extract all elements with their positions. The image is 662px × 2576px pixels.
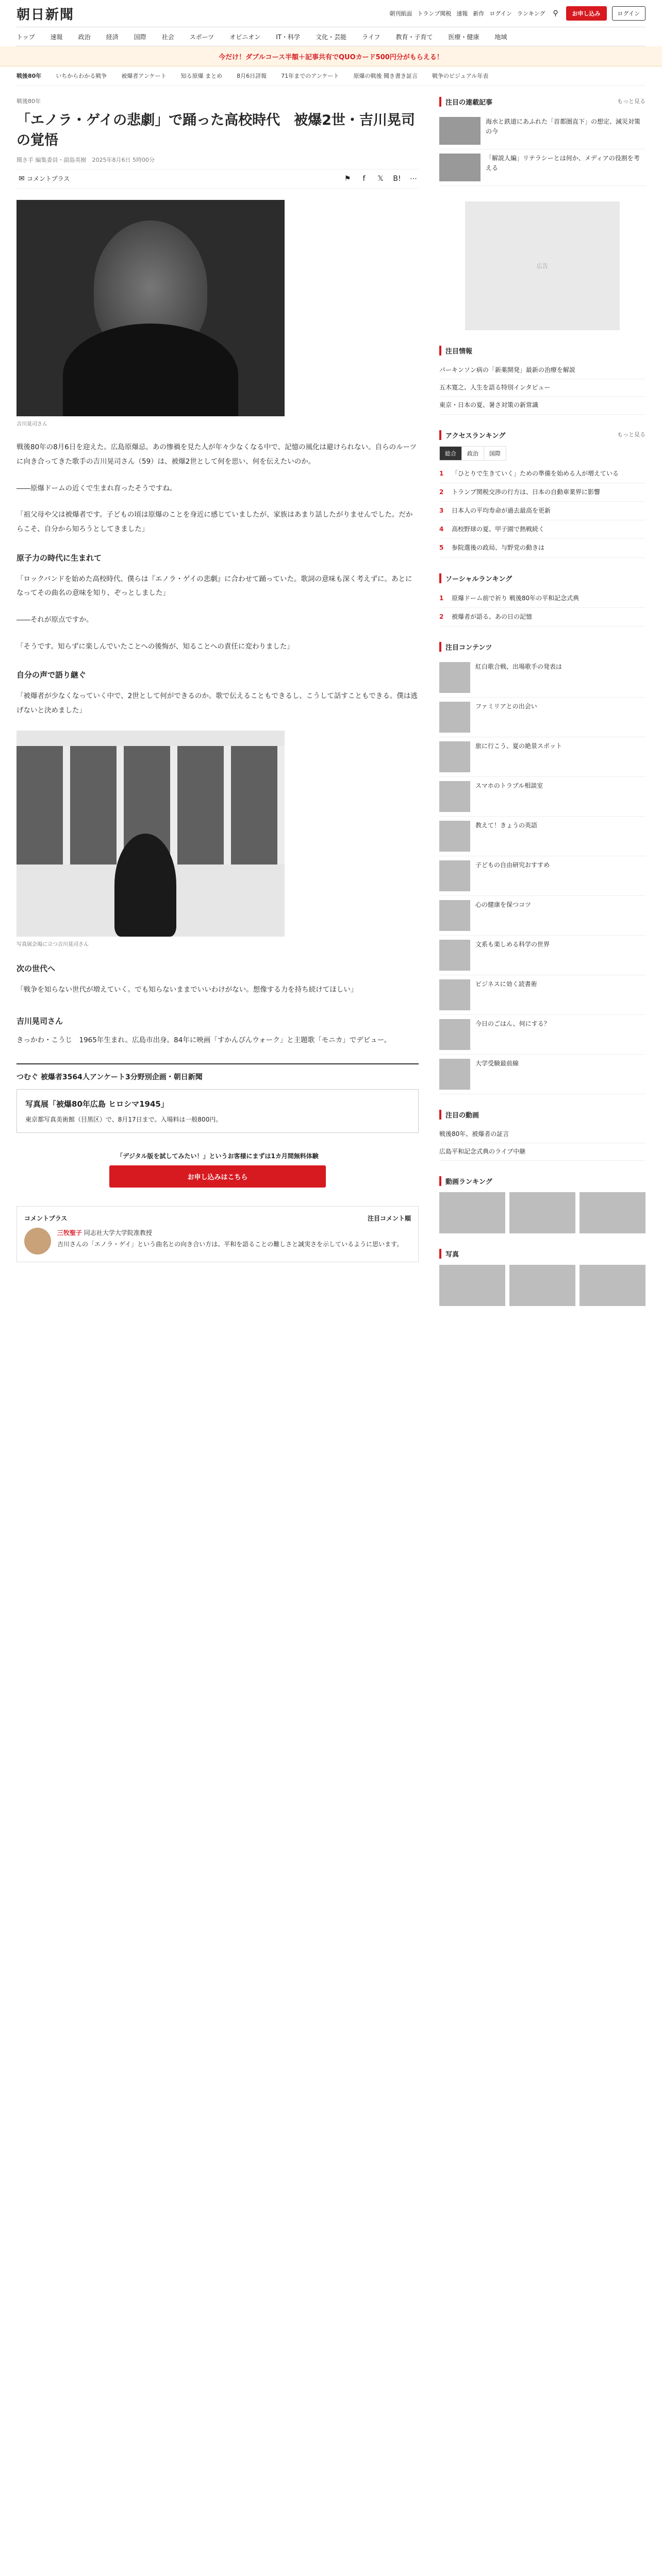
comment-icon: ✉ bbox=[19, 175, 25, 183]
login-button[interactable]: ログイン bbox=[612, 6, 646, 21]
section-heading: 自分の声で語り継ぐ bbox=[16, 670, 87, 680]
comment-plus-link[interactable] bbox=[16, 174, 70, 184]
featured-text: 海水と鉄道にあふれた「首都圏直下」の想定、減災対策の今 bbox=[486, 118, 641, 135]
photo-thumb[interactable] bbox=[509, 1265, 575, 1306]
comment-plus-label: コメントプラス bbox=[27, 175, 70, 183]
content-item[interactable]: 文系も楽しめる科学の世界 bbox=[439, 936, 646, 975]
comment-plus-box bbox=[16, 1206, 419, 1262]
nav-item[interactable]: オピニオン bbox=[229, 33, 261, 41]
event-text: 東京都写真美術館（目黒区）で、8月17日まで。入場料は一般800円。 bbox=[25, 1115, 222, 1123]
event-box[interactable] bbox=[16, 1089, 419, 1133]
contents-title: 注目コンテンツ bbox=[445, 643, 492, 652]
feature-subnav bbox=[16, 66, 646, 86]
article-paragraph: ――原爆ドームの近くで生まれ育ったそうですね。 bbox=[16, 484, 177, 493]
attention-item[interactable]: パーキンソン病の「新薬開発」最新の治療を解説 bbox=[439, 362, 646, 379]
ranking-tabs bbox=[439, 446, 646, 461]
video-thumb[interactable] bbox=[580, 1192, 646, 1233]
subnav-item[interactable]: 原爆の戦後 聞き書き証言 bbox=[353, 73, 418, 79]
ranking-item[interactable]: 5 参院選後の政局、与野党の動きは bbox=[439, 539, 646, 557]
byline: 聞き手 編集委員・副島英樹 2025年8月6日 5時00分 bbox=[16, 157, 155, 164]
tab-politics[interactable]: 政治 bbox=[461, 446, 484, 461]
cta-lead: 「デジタル版を試してみたい！」というお客様にまずは1カ月間無料体験 bbox=[117, 1153, 319, 1160]
avatar bbox=[24, 1228, 51, 1255]
article-paragraph: ――それが原点ですか。 bbox=[16, 615, 93, 624]
comment-sort[interactable]: 注目コメント順 bbox=[367, 1215, 411, 1223]
contents-block bbox=[439, 642, 646, 1094]
top-nav-item[interactable]: 速報 bbox=[456, 10, 468, 17]
thumbnail bbox=[439, 154, 481, 181]
nav-item[interactable]: IT・科学 bbox=[276, 33, 301, 41]
content-item[interactable]: ビジネスに効く読書術 bbox=[439, 975, 646, 1015]
promo-text: 今だけ！ダブルコース半額＋記事共有でQUOカード500円分がもらえる！ bbox=[219, 53, 443, 61]
featured-block bbox=[439, 97, 646, 186]
related-notice bbox=[16, 1063, 419, 1133]
article-paragraph: 「戦争を知らない世代が増えていく。でも知らないままでいいわけがない。想像する力を持ち続けてほしい」 bbox=[16, 985, 358, 994]
content-item[interactable]: 紅白歌合戦、出場歌手の発表は bbox=[439, 658, 646, 698]
article-headline: 「エノラ・ゲイの悲劇」で踊った高校時代 被爆2世・吉川晃司の覚悟 bbox=[16, 112, 415, 149]
video-ranking bbox=[439, 1176, 646, 1233]
video-thumb[interactable] bbox=[439, 1192, 505, 1233]
section-heading: 次の世代へ bbox=[16, 963, 56, 973]
content-item[interactable]: 教えて！きょうの英語 bbox=[439, 817, 646, 856]
ranking-item[interactable]: 4 高校野球の夏、甲子園で熱戦続く bbox=[439, 520, 646, 539]
video-ranking-title: 動画ランキング bbox=[445, 1178, 492, 1187]
content-item[interactable]: 子どもの自由研究おすすめ bbox=[439, 856, 646, 896]
social-ranking bbox=[439, 573, 646, 626]
comment-item[interactable] bbox=[24, 1228, 411, 1255]
ranking-item[interactable]: 2 被爆者が語る、あの日の記憶 bbox=[439, 608, 646, 626]
content-item[interactable]: 大学受験最前線 bbox=[439, 1055, 646, 1094]
category-nav bbox=[16, 27, 646, 46]
top-nav-item[interactable]: 新作 bbox=[473, 10, 485, 17]
main-photo[interactable] bbox=[16, 200, 285, 416]
social-title: ソーシャルランキング bbox=[445, 575, 512, 583]
video-thumb[interactable] bbox=[509, 1192, 575, 1233]
subnav-item[interactable]: いちからわかる戦争 bbox=[56, 73, 107, 79]
signup-button[interactable]: お申し込み bbox=[566, 6, 607, 21]
content-item[interactable]: スマホのトラブル相談室 bbox=[439, 777, 646, 817]
nav-item[interactable]: ライフ bbox=[362, 33, 380, 41]
thumbnail bbox=[439, 117, 481, 145]
subnav-item[interactable]: 71年までのアンケート bbox=[281, 73, 339, 79]
attention-item[interactable]: 五木寛之、人生を語る特別インタビュー bbox=[439, 379, 646, 397]
nav-item[interactable]: 教育・子育て bbox=[395, 33, 433, 41]
x-icon[interactable]: 𝕏 bbox=[377, 175, 384, 183]
notice-title[interactable]: つむぐ 被爆者3564人アンケート3分野別企画・朝日新聞 bbox=[16, 1073, 203, 1082]
article bbox=[16, 97, 419, 1321]
subnav-item[interactable]: 戦争のビジュアル年表 bbox=[432, 73, 489, 79]
nav-item[interactable]: 文化・芸能 bbox=[316, 33, 347, 41]
subnav-lead[interactable]: 戦後80年 bbox=[16, 73, 42, 79]
hatena-icon[interactable]: B! bbox=[393, 175, 401, 183]
content-item[interactable]: 今日のごはん、何にする？ bbox=[439, 1015, 646, 1055]
event-title: 写真展「被爆80年広島 ヒロシマ1945」 bbox=[25, 1099, 169, 1109]
tab-world[interactable]: 国際 bbox=[484, 446, 506, 461]
photo-block bbox=[439, 1249, 646, 1306]
attention-block bbox=[439, 346, 646, 415]
photo-caption: 写真展会場に立つ吉川晃司さん bbox=[16, 941, 89, 947]
content-item[interactable]: 旅に行こう、夏の絶景スポット bbox=[439, 737, 646, 777]
nav-item[interactable]: 地域 bbox=[494, 33, 507, 41]
ranking-item[interactable]: 2 トランプ関税交渉の行方は、日本の自動車業界に影響 bbox=[439, 483, 646, 502]
nav-item[interactable]: トップ bbox=[16, 33, 35, 41]
nav-item[interactable]: 国際 bbox=[134, 33, 146, 41]
more-icon[interactable]: ⋯ bbox=[410, 175, 417, 183]
top-nav-item[interactable]: トランプ関税 bbox=[417, 10, 452, 17]
featured-title: 注目の連載記事 bbox=[445, 99, 493, 107]
nav-item[interactable]: 医療・健康 bbox=[448, 33, 479, 41]
photo-title: 写真 bbox=[445, 1251, 459, 1259]
header bbox=[16, 0, 646, 27]
video-block bbox=[439, 1110, 646, 1161]
nav-item[interactable]: 速報 bbox=[50, 33, 63, 41]
photo-thumb[interactable] bbox=[580, 1265, 646, 1306]
article-toolbar bbox=[16, 169, 419, 189]
video-title: 注目の動画 bbox=[445, 1111, 479, 1120]
tab-general[interactable]: 総合 bbox=[439, 446, 461, 461]
featured-more[interactable]: もっと見る bbox=[617, 98, 646, 105]
exhibition-photo[interactable] bbox=[16, 731, 285, 937]
ranking-item[interactable]: 1 「ひとりで生きていく」ための準備を始める人が増えている bbox=[439, 465, 646, 483]
breadcrumb[interactable]: 戦後80年 bbox=[16, 98, 41, 105]
photo-caption: 吉川晃司さん bbox=[16, 421, 47, 428]
ranking-item[interactable]: 1 原爆ドーム前で祈り 戦後80年の平和記念式典 bbox=[439, 589, 646, 608]
featured-item[interactable] bbox=[439, 149, 646, 186]
profile-title: 吉川晃司さん bbox=[16, 1016, 63, 1026]
commenter-name[interactable]: 三牧聖子 bbox=[57, 1229, 82, 1237]
top-nav-item[interactable]: 朝刊紙面 bbox=[389, 10, 412, 17]
content-item[interactable]: 心の健康を保つコツ bbox=[439, 896, 646, 936]
photo-thumb[interactable] bbox=[439, 1265, 505, 1306]
video-item[interactable]: 戦後80年、被爆者の証言 bbox=[439, 1126, 646, 1143]
site-logo[interactable]: 朝日新聞 bbox=[16, 7, 75, 23]
access-ranking bbox=[439, 430, 646, 558]
profile-text: きっかわ・こうじ 1965年生まれ。広島市出身。84年に映画「すかんぴんウォーク」と主題歌「モニカ」でデビュー。 bbox=[16, 1036, 391, 1045]
content-item[interactable]: ファミリアとの出会い bbox=[439, 698, 646, 737]
article-paragraph: 「ロックバンドを始めた高校時代、僕らは『エノラ・ゲイの悲劇』に合わせて踊っていた。歌詞の意味も深く考えずに。あとになってその曲名の意味を知り、ぞっとしました」 bbox=[16, 574, 412, 598]
subscribe-cta bbox=[109, 1151, 326, 1188]
ranking-item[interactable]: 3 日本人の平均寿命が過去最高を更新 bbox=[439, 502, 646, 520]
facebook-icon[interactable]: f bbox=[362, 175, 366, 183]
featured-item[interactable] bbox=[439, 113, 646, 149]
nav-item[interactable]: 経済 bbox=[106, 33, 119, 41]
comment-box-title: コメントプラス bbox=[24, 1215, 68, 1223]
article-paragraph: 「そうです。知らずに楽しんでいたことへの後悔が、知ることへの責任に変わりました」 bbox=[16, 642, 294, 651]
article-paragraph: 「被爆者が少なくなっていく中で、2世として何ができるのか。歌で伝えることもできるし、こうして話すこともできる。僕は逃げないと決めました」 bbox=[16, 692, 418, 715]
subnav-item[interactable]: 被爆者アンケート bbox=[121, 73, 167, 79]
access-more[interactable]: もっと見る bbox=[617, 431, 646, 438]
nav-item[interactable]: 政治 bbox=[78, 33, 91, 41]
top-nav-item[interactable]: ランキング bbox=[517, 10, 545, 17]
article-paragraph: 「祖父母や父は被爆者です。子どもの頃は原爆のことを身近に感じていましたが、家族はあまり話したがりませんでした。だからこそ、自分から知ろうとしてきました」 bbox=[16, 511, 413, 533]
featured-text: 「解説人編」リテラシーとは何か、メディアの役割を考える bbox=[486, 155, 640, 172]
subnav-item[interactable]: 8月6日詳報 bbox=[237, 73, 267, 79]
top-nav-item[interactable]: ログイン bbox=[489, 10, 512, 17]
access-title: アクセスランキング bbox=[445, 432, 506, 440]
video-item[interactable]: 広島平和記念式典のライブ中継 bbox=[439, 1143, 646, 1161]
subnav-item[interactable]: 知る原爆 まとめ bbox=[180, 73, 223, 79]
search-icon[interactable]: ⚲ bbox=[553, 9, 558, 18]
cta-button[interactable]: お申し込みはこちら bbox=[109, 1165, 326, 1188]
sidebar bbox=[439, 97, 646, 1321]
attention-title: 注目情報 bbox=[445, 348, 473, 355]
share-icons bbox=[342, 174, 419, 184]
comment-body: 吉川さんの「エノラ・ゲイ」という曲名との向き合い方は、平和を語ることの難しさと誠実さを示しているように思います。 bbox=[57, 1240, 403, 1248]
promo-banner[interactable] bbox=[0, 46, 662, 66]
bookmark-icon[interactable]: ⚑ bbox=[344, 175, 351, 183]
commenter-role: 同志社大学大学院准教授 bbox=[84, 1229, 152, 1237]
nav-item[interactable]: 社会 bbox=[161, 33, 174, 41]
article-paragraph: 戦後80年の8月6日を迎えた。広島原爆忌。あの惨禍を見た人が年々少なくなる中で、記憶の風化は避けられない。自らのルーツに向き合ってきた歌手の吉川晃司さん（59）は、被爆2世として何を思い、何を伝えたいのか。 bbox=[16, 443, 417, 466]
attention-item[interactable]: 東京・日本の夏、暑さ対策の新常識 bbox=[439, 397, 646, 414]
top-nav bbox=[389, 6, 646, 21]
ad-slot[interactable]: 広告 bbox=[465, 201, 620, 330]
section-heading: 原子力の時代に生まれて bbox=[16, 553, 102, 563]
nav-item[interactable]: スポーツ bbox=[189, 33, 214, 41]
comment-head bbox=[24, 1214, 411, 1223]
